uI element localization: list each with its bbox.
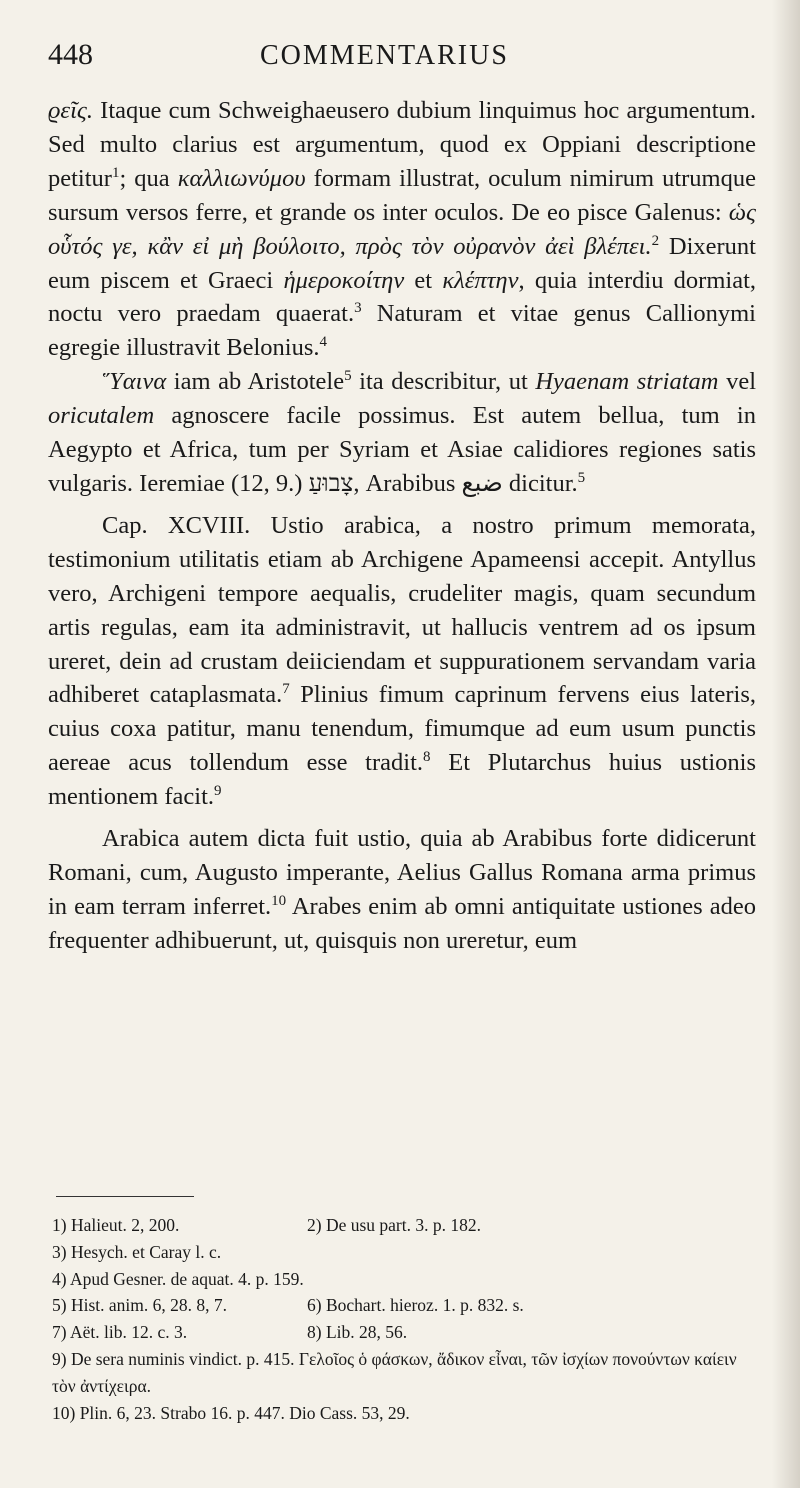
text-run: formam illustrat, oculum nimirum utrumque sursum versos ferre, et grande os inter oculos. De eo pisce Galenus: [48,164,756,226]
footnotes [52,1212,760,1426]
page-header [40,38,760,78]
footnote-line [52,1212,760,1239]
text-run: ita describitur, ut [351,368,536,396]
text-run: vel [718,368,757,396]
text-run: et [404,266,443,294]
footnote-line [52,1319,760,1346]
footnote-ref: 3 [354,300,362,317]
footnote-ref: 9 [214,782,222,799]
paragraph [48,365,756,501]
footnote-line [52,1239,760,1266]
footnote-line [52,1346,760,1400]
footnote-text: 10) Plin. 6, 23. Strabo 16. p. 447. Dio Cass. 53, 29. [52,1402,410,1423]
text-run: Naturam et vitae genus Callionymi egregie illustravit Belonius. [48,300,756,362]
footnote-line [52,1400,760,1427]
footnote-text: 7) Aët. lib. 12. c. 3. [52,1322,188,1343]
footnote-ref: 5 [344,368,352,385]
running-head: COMMENTARIUS [260,40,509,71]
footnote-text: 5) Hist. anim. 6, 28. 8, 7. [52,1295,227,1316]
text-run: Cap. XCVIII. Ustio arabica, a nostro primum memorata, testimonium utilitatis etiam ab Archigene Apameensi accepit. Antyllus vero, Archigeni tempore aequalis, crudeliter magis, quam secundum artis regulas, eam ita administravit, ut hallucis ventrem ad os ipsum ureret, dein ad crustam deiiciendam et suppurationem servandam varia adhiberet cataplasmata. [48,511,756,709]
footnote-ref: 5 [577,469,586,486]
footnote-text: 8) Lib. 28, 56. [307,1322,408,1343]
text-run: Et Plutarchus huius ustionis mentionem facit. [48,749,756,811]
page-edge-shadow [772,0,800,1488]
italic-text: Hyaenam striatam [535,368,719,396]
text-run: ; qua [119,164,178,192]
footnote-text: 4) Apud Gesner. de aquat. 4. p. 159. [52,1268,304,1289]
footnote-rule [56,1196,194,1197]
footnote-ref: 2 [651,232,660,249]
footnote-ref: 10 [271,892,287,909]
footnote-ref: 7 [282,681,290,698]
footnote-ref: 4 [319,334,327,351]
footnote-text: 2) De usu part. 3. p. 182. [307,1215,482,1235]
text-run: agnoscere facile possimus. Est autem bellua, tum in Aegypto et Africa, tum per Syriam et Asiae calidiores regiones satis vulgaris. Ieremiae (12, 9.) צָבוּעַ, Arabibus ضبع dicitur. [48,402,756,497]
greek-text: καλλιωνύμου [177,164,306,192]
footnote-text: 3) Hesych. et Caray l. c. [52,1241,222,1262]
text-run: Plinius fimum caprinum fervens eius lateris, cuius coxa patitur, manu tenendum, fimumque ad eum usum punctis aereae acus tollendum esse tradit. [48,681,757,777]
text-run: Arabes enim ab omni antiquitate ustiones adeo frequenter adhibuerunt, ut, quisquis non ureretur, eum [48,892,756,954]
footnote-text: 6) Bochart. hieroz. 1. p. 832. s. [307,1295,524,1316]
text-run: , quia interdiu dormiat, noctu vero praedam quaerat. [48,266,756,328]
footnote-line [52,1266,760,1293]
text-run: iam ab Aristotele [166,368,345,396]
footnote-text: 9) De sera numinis vindict. p. 415. Γελοῖος ὁ φάσκων, ἄδικον εἶναι, τῶν ἰσχίων πονούντων καίειν τὸν ἀντίχειρα. [52,1348,737,1396]
page-number: 448 [48,38,93,71]
text-run: Dixerunt eum piscem et Graeci [48,232,756,294]
paragraph [48,94,756,365]
greek-text: ὡς οὗτός γε, κἂν εἰ μὴ βούλοιτο, πρὸς τὸν οὐρανὸν ἀεὶ βλέπει. [48,198,756,260]
footnote-ref: 1 [111,164,120,181]
greek-text: Ὕαινα [102,368,167,396]
footnote-line [52,1292,760,1319]
footnote-ref: 8 [423,749,431,766]
greek-text: ϱεῖς. [48,97,101,124]
greek-text: ἡμεροκοίτην [283,266,405,294]
paragraph [48,822,756,958]
footnote-text: 1) Halieut. 2, 200. [52,1215,180,1235]
italic-text: oricutalem [48,402,155,430]
paragraph [48,509,756,814]
main-text [48,94,756,958]
text-run: Arabica autem dicta fuit ustio, quia ab Arabibus forte didicerunt Romani, cum, Augusto imperante, Aelius Gallus Romana arma primus in eam terram inferret. [48,825,756,920]
text-run: Itaque cum Schweighaeusero dubium linquimus hoc argumentum. Sed multo clarius est argumentum, quod ex Oppiani descriptione petitur [48,97,756,192]
greek-text: κλέπτην [442,266,519,294]
